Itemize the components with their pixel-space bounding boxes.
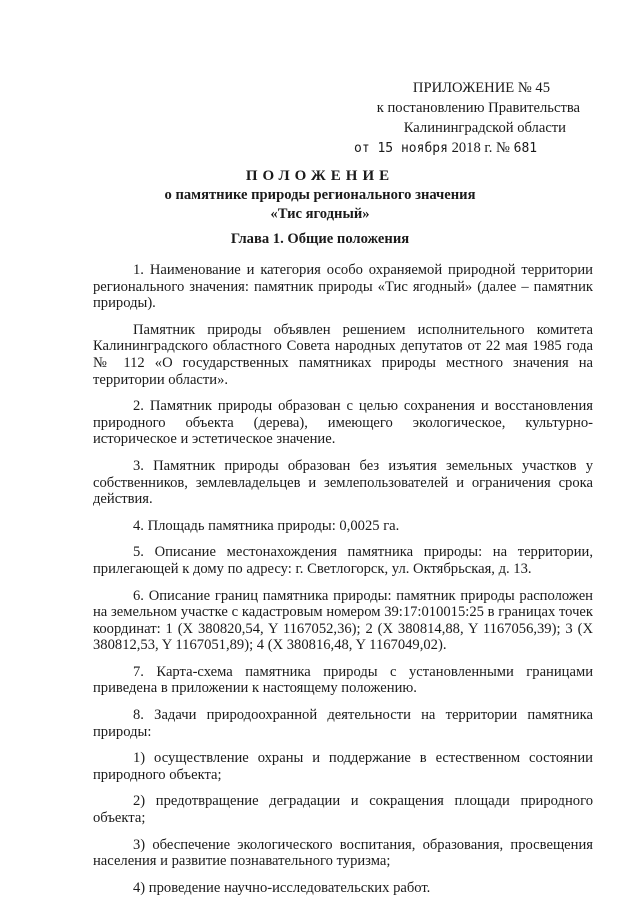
document-title	[0, 166, 640, 224]
title-subtitle: о памятнике природы регионального значения	[164, 187, 476, 203]
annex-year: 2018 г. №	[447, 140, 514, 156]
annex-date-prefix: от	[354, 141, 378, 156]
annex-resolution: к постановлению Правительства	[376, 100, 580, 116]
paragraph: 6. Описание границ памятника природы: памятник природы расположен на земельном участке с кадастровым номером 39:17:010015:25 в границах точек координат: 1 (X 380820,54, Y 1167052,36); 2 (X 380814,88, Y 1167056,39); 3 (X 380812,53, Y 1167051,89); 4 (X 380816,48, Y 1167049,02).	[93, 587, 593, 654]
paragraph: 2. Памятник природы образован с целью сохранения и восстановления природного объекта (дерева), имеющего экологическое, культурно-историческое и эстетическое значение.	[93, 398, 593, 448]
title-heading: ПОЛОЖЕНИЕ	[245, 168, 395, 184]
list-item: 3) обеспечение экологического воспитания, образования, просвещения населения и развитие познавательного туризма;	[93, 836, 593, 870]
document-body	[93, 262, 593, 906]
annex-title: ПРИЛОЖЕНИЕ № 45	[412, 80, 550, 96]
paragraph: 3. Памятник природы образован без изъятия земельных участков у собственников, землевладельцев и землепользователей и ограничения срока действия.	[93, 457, 593, 508]
paragraph: 7. Карта-схема памятника природы с установленными границами приведена в приложении к настоящему положению.	[93, 663, 593, 697]
list-item: 1) осуществление охраны и поддержание в естественном состоянии природного объекта;	[93, 750, 593, 783]
paragraph: Памятник природы объявлен решением исполнительного комитета Калининградского областного Совета народных депутатов от 22 мая 1985 года № 112 «О государственных памятниках природы местного значения на территории области».	[93, 321, 593, 388]
annex-date: 15 ноября	[377, 141, 448, 156]
list-item: 2) предотвращение деградации и сокращения площади природного объекта;	[93, 793, 593, 827]
annex-region: Калининградской области	[403, 120, 566, 136]
annex-header	[340, 78, 580, 159]
title-name: «Тис ягодный»	[270, 206, 370, 222]
annex-number: 681	[513, 141, 538, 156]
paragraph: 5. Описание местонахождения памятника природы: на территории, прилегающей к дому по адресу: г. Светлогорск, ул. Октябрьская, д. 13.	[93, 544, 593, 577]
paragraph: 8. Задачи природоохранной деятельности на территории памятника природы:	[93, 707, 593, 740]
list-item: 4) проведение научно-исследовательских работ.	[133, 879, 431, 896]
annex-date-line	[340, 138, 580, 159]
chapter-heading: Глава 1. Общие положения	[230, 231, 410, 247]
paragraph: 1. Наименование и категория особо охраняемой природной территории регионального значения: памятник природы «Тис ягодный» (далее – памятник природы).	[93, 262, 593, 312]
paragraph: 4. Площадь памятника природы: 0,0025 га.	[133, 517, 400, 534]
